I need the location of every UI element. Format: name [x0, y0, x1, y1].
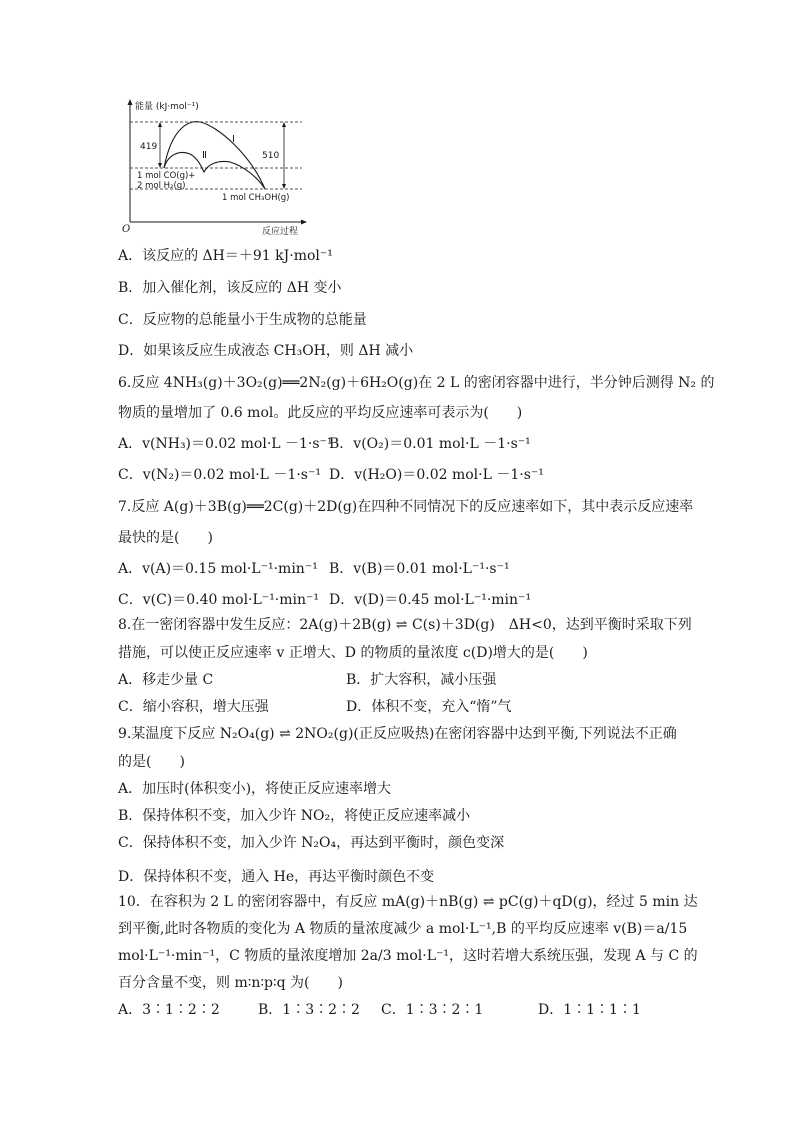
q5-option-c: C．反应物的总能量小于生成物的总能量: [118, 312, 367, 328]
q9-option-b: B．保持体积不变，加入少许 NO₂，将使正反应速率减小: [118, 808, 471, 824]
q6-option-b: B．v(O₂)＝0.01 mol·L －1·s⁻¹: [329, 436, 531, 452]
curve-I-label: Ⅰ: [232, 134, 235, 145]
q8-stem-line1: 8.在一密闭容器中发生反应：2A(g)＋2B(g) ⇌ C(s)＋3D(g) ΔH<0，达到平衡时采取下列: [118, 617, 692, 633]
y-axis-label: 能量 (kJ·mol⁻¹): [135, 102, 199, 112]
arrow-419-head-bottom: [158, 163, 162, 168]
q6-stem-line2: 物质的量增加了 0.6 mol。此反应的平均反应速率可表示为( ): [118, 405, 523, 421]
q9-stem-line2: 的是( ): [118, 754, 185, 770]
q8-option-a: A．移走少量 C: [118, 672, 214, 688]
q5-option-b: B．加入催化剂，该反应的 ΔH 变小: [118, 280, 342, 296]
q7-stem-line1: 7.反应 A(g)＋3B(g)══2C(g)＋2D(g)在四种不同情况下的反应速率如下，其中表示反应速率: [118, 499, 694, 515]
reactant-label-line2: 2 mol H₂(g): [137, 181, 186, 191]
q8-option-b: B．扩大容积，减小压强: [346, 672, 497, 688]
q10-option-d: D．1∶1∶1∶1: [538, 1002, 641, 1018]
q10-options-row: [118, 1000, 678, 1020]
q6-option-d: D．v(H₂O)＝0.02 mol·L －1·s⁻¹: [329, 467, 544, 483]
q6-option-a: A．v(NH₃)＝0.02 mol·L －1·s⁻¹: [118, 436, 333, 452]
energy-diagram: [118, 96, 318, 238]
q10-stem-line4: 百分含量不变，则 m∶n∶p∶q 为( ): [118, 975, 343, 991]
q5-option-d: D．如果该反应生成液态 CH₃OH，则 ΔH 减小: [118, 343, 414, 359]
q7-stem-line2: 最快的是( ): [118, 530, 213, 546]
q6-options-row1: [118, 434, 678, 454]
q6-option-c: C．v(N₂)＝0.02 mol·L －1·s⁻¹: [118, 467, 321, 483]
q5-option-a: A．该反应的 ΔH＝＋91 kJ·mol⁻¹: [118, 248, 333, 264]
q10-stem-line1: 10．在容积为 2 L 的密闭容器中，有反应 mA(g)＋nB(g) ⇌ pC(g)＋qD(g)，经过 5 min 达: [118, 894, 698, 910]
reactant-label-line1: 1 mol CO(g)+: [137, 171, 196, 181]
q7-option-c: C．v(C)＝0.40 mol·L⁻¹·min⁻¹: [118, 592, 320, 608]
q7-options-row1: [118, 559, 678, 579]
q6-options-row2: [118, 465, 678, 485]
energy-diagram-svg: [118, 96, 318, 238]
q10-option-b: B．1∶3∶2∶2: [258, 1002, 360, 1018]
x-axis-arrow: [301, 220, 307, 225]
q10-option-a: A．3∶1∶2∶2: [118, 1002, 220, 1018]
q10-stem-line3: mol·L⁻¹·min⁻¹，C 物质的量浓度增加 2a/3 mol·L⁻¹，这时若增大系统压强，发现 A 与 C 的: [118, 948, 698, 964]
origin-label: O: [122, 224, 131, 235]
q8-options-row2: [118, 697, 678, 717]
product-label: 1 mol CH₃OH(g): [222, 193, 290, 203]
x-axis-label: 反应过程: [262, 227, 299, 237]
q7-option-b: B．v(B)＝0.01 mol·L⁻¹·s⁻¹: [329, 561, 510, 577]
q9-stem-line1: 9.某温度下反应 N₂O₄(g) ⇌ 2NO₂(g)(正反应吸热)在密闭容器中达到平衡,下列说法不正确: [118, 726, 677, 742]
arrow-510-head-top: [282, 122, 286, 127]
q7-option-d: D．v(D)＝0.45 mol·L⁻¹·min⁻¹: [329, 592, 532, 608]
value-510: 510: [262, 151, 280, 161]
arrow-510-head-bottom: [282, 184, 286, 189]
q9-option-a: A．加压时(体积变小)，将使正反应速率增大: [118, 781, 392, 797]
q8-option-d: D．体积不变，充入“惰”气: [346, 699, 512, 715]
q9-option-c: C．保持体积不变，加入少许 N₂O₄，再达到平衡时，颜色变深: [118, 835, 505, 851]
y-axis-arrow: [128, 99, 133, 105]
q10-stem-line2: 到平衡,此时各物质的变化为 A 物质的量浓度减少 a mol·L⁻¹,B 的平均反应速率 v(B)＝a/15: [118, 921, 688, 937]
q10-option-c: C．1∶3∶2∶1: [381, 1002, 484, 1018]
q6-stem-line1: 6.反应 4NH₃(g)＋3O₂(g)══2N₂(g)＋6H₂O(g)在 2 L 的密闭容器中进行，半分钟后测得 N₂ 的: [118, 375, 715, 391]
q8-option-c: C．缩小容积，增大压强: [118, 699, 269, 715]
q8-stem-line2: 措施，可以使正反应速率 v 正增大、D 的物质的量浓度 c(D)增大的是( ): [118, 645, 588, 661]
q8-options-row1: [118, 670, 678, 690]
value-419: 419: [140, 142, 158, 152]
curve-II-label: Ⅱ: [202, 150, 207, 161]
q7-option-a: A．v(A)＝0.15 mol·L⁻¹·min⁻¹: [118, 561, 318, 577]
arrow-419-head-top: [158, 122, 162, 127]
q7-options-row2: [118, 590, 678, 610]
q9-option-d: D．保持体积不变，通入 He，再达平衡时颜色不变: [118, 869, 435, 885]
